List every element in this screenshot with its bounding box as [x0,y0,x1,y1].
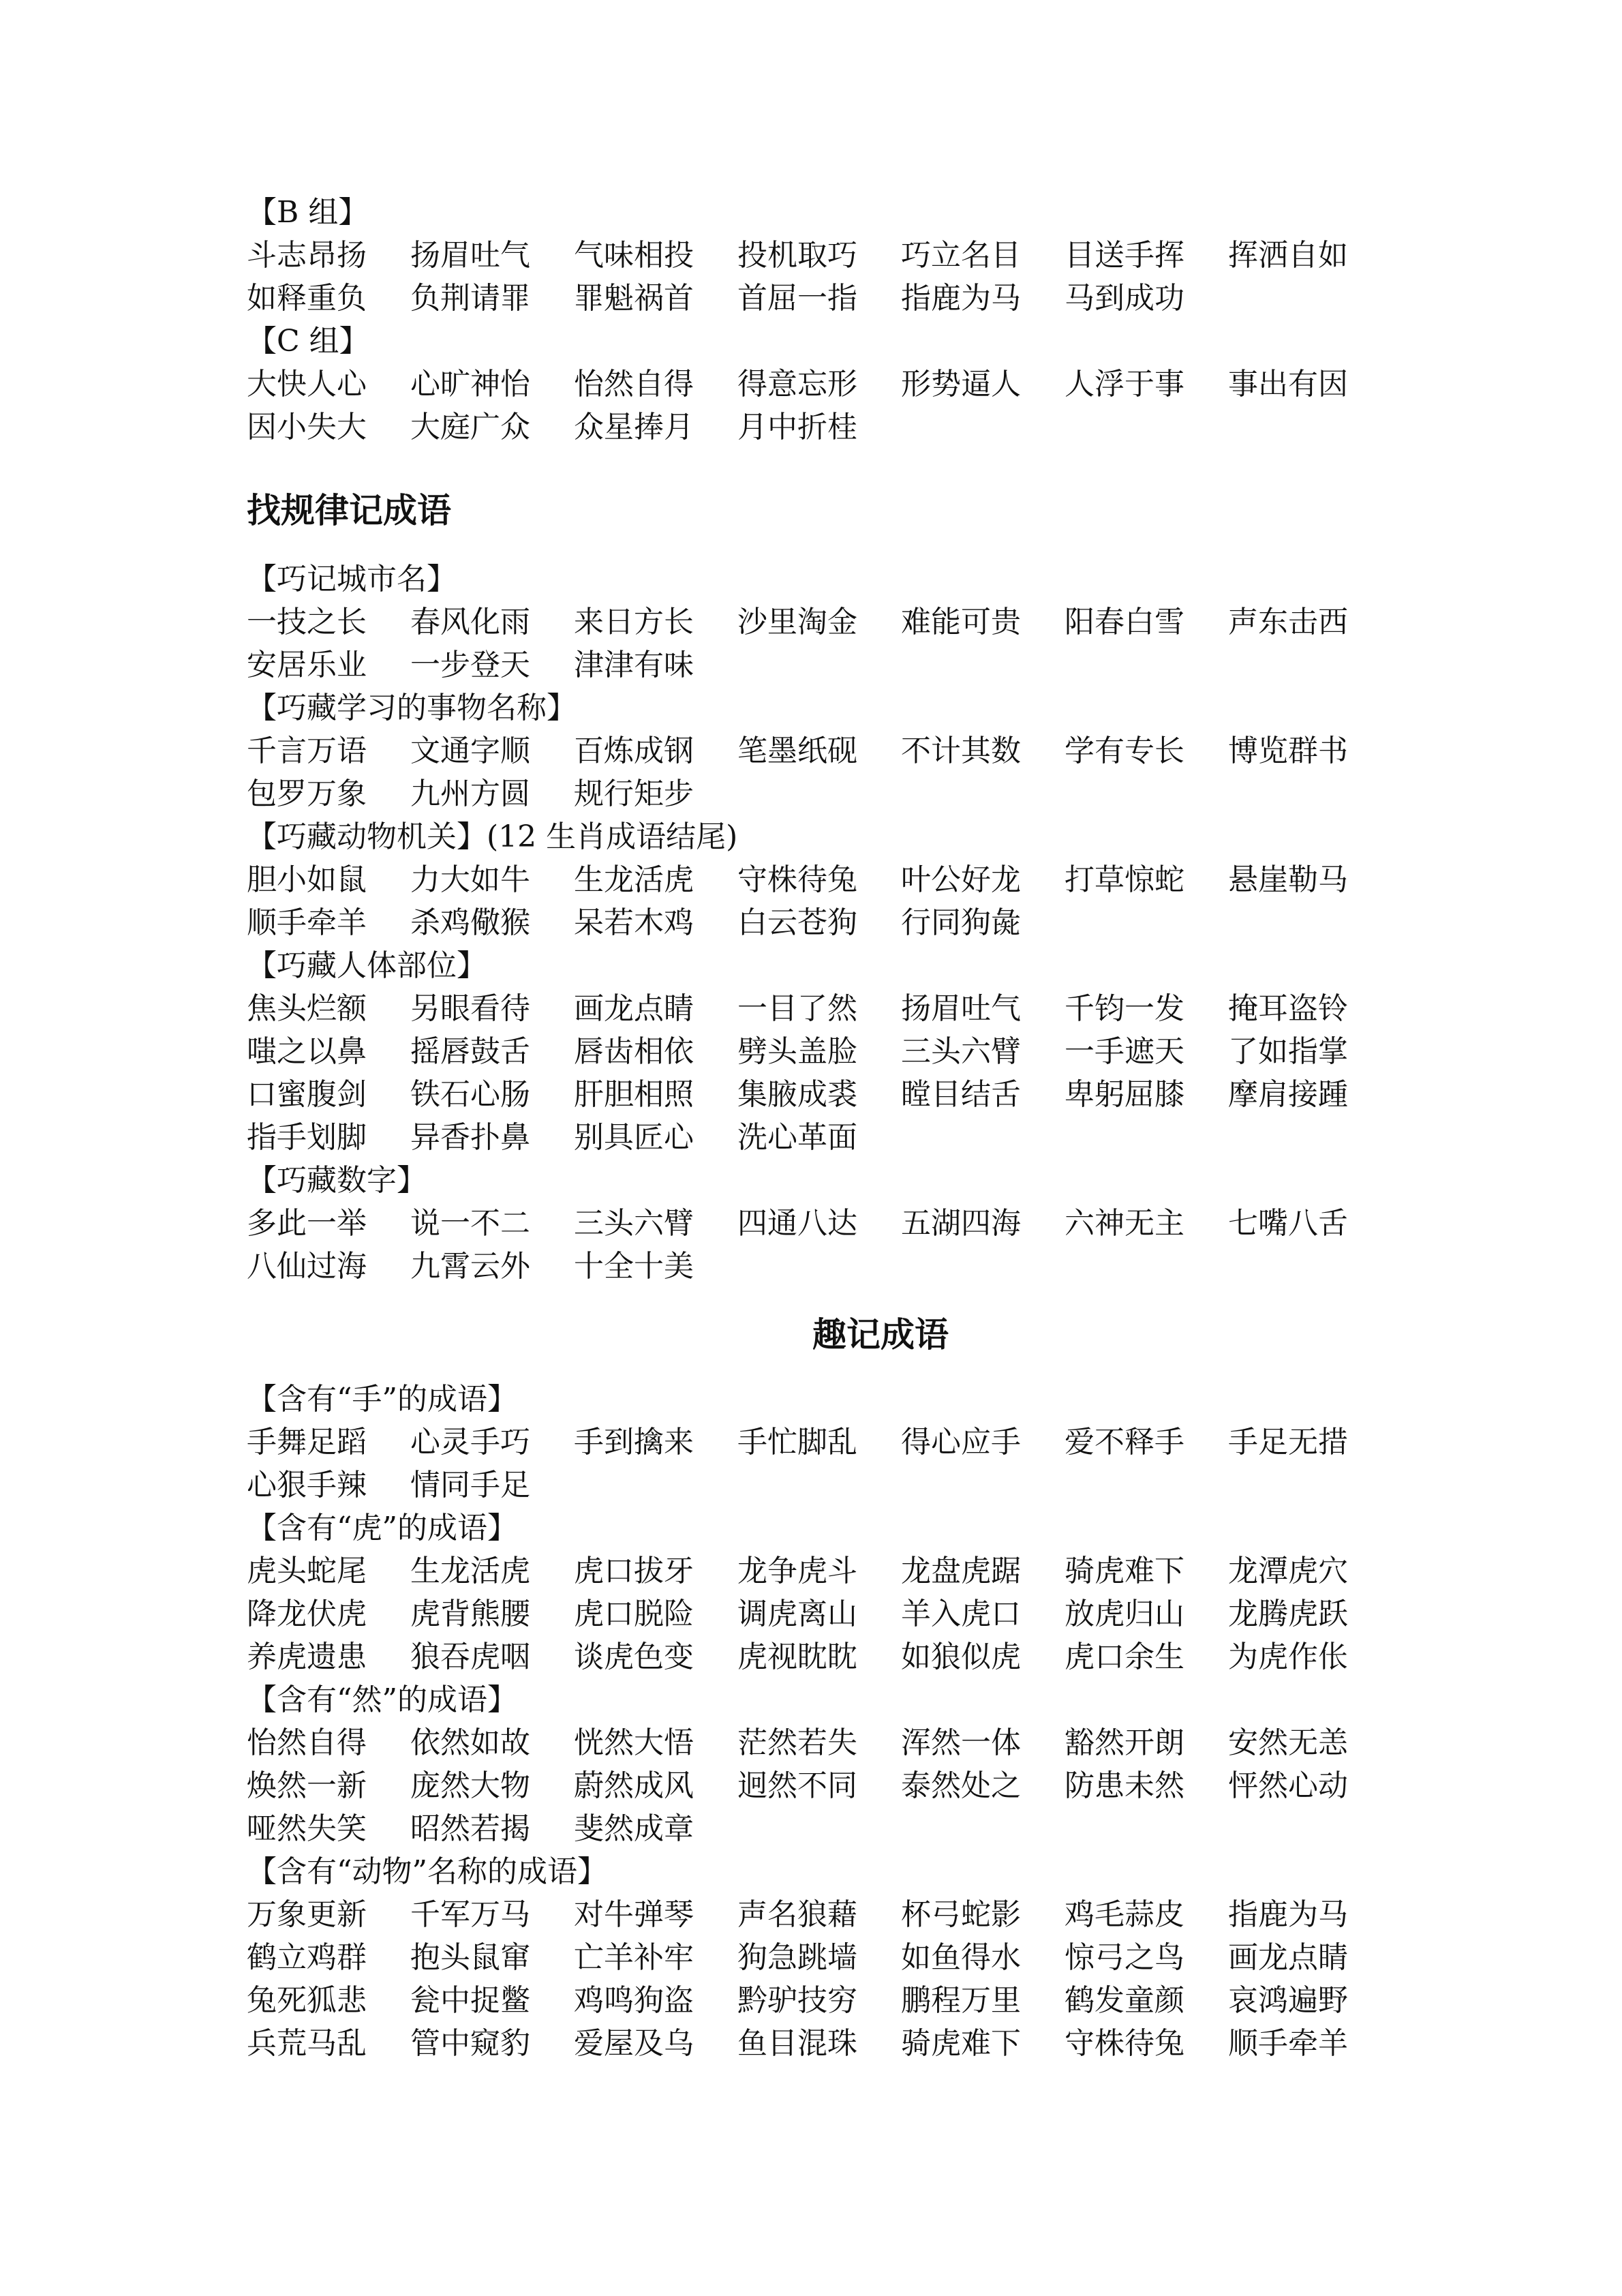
idiom-row [247,644,1542,686]
idiom: 对牛弹琴 [574,1897,694,1932]
idiom-row [247,2022,1542,2065]
idiom: 浑然一体 [901,1725,1021,1760]
idiom: 怡然自得 [247,1725,367,1760]
idiom: 茫然若失 [737,1725,857,1760]
idiom: 负荆请罪 [410,281,530,316]
idiom: 得意忘形 [737,367,857,402]
idiom: 画龙点睛 [1228,1940,1348,1975]
idiom: 鹤立鸡群 [247,1940,367,1975]
idiom: 为虎作伥 [1228,1640,1348,1674]
idiom: 万象更新 [247,1897,367,1932]
idiom: 狼吞虎咽 [410,1640,530,1674]
idiom: 大庭广众 [410,410,530,444]
idiom: 沙里淘金 [737,605,857,639]
idiom: 春风化雨 [410,605,530,639]
idiom: 声东击西 [1228,605,1348,639]
idiom: 笔墨纸砚 [737,734,857,768]
idiom-row [247,406,1542,449]
idiom: 生龙活虎 [410,1554,530,1588]
idiom: 千军万马 [410,1897,530,1932]
idiom: 黔驴技穷 [737,1983,857,2018]
idiom: 虎视眈眈 [737,1640,857,1674]
idiom: 心狠手辣 [247,1468,367,1502]
idiom: 罪魁祸首 [574,281,694,316]
idiom: 劈头盖脸 [737,1034,857,1069]
idiom: 管中窥豹 [410,2026,530,2061]
idiom: 规行矩步 [574,776,694,811]
idiom: 杀鸡儆猴 [410,905,530,940]
idiom: 鹤发童颜 [1065,1983,1184,2018]
idiom: 安居乐业 [247,648,367,682]
idiom: 杯弓蛇影 [901,1897,1021,1932]
idiom: 骑虎难下 [1065,1554,1184,1588]
idiom-row [247,1030,1542,1073]
idiom-row [247,987,1542,1030]
idiom: 虎头蛇尾 [247,1554,367,1588]
idiom: 口蜜腹剑 [247,1077,367,1112]
idiom: 投机取巧 [737,238,857,273]
idiom-row [247,1464,1542,1507]
idiom-row [247,1202,1542,1245]
idiom-row [247,858,1542,901]
idiom: 说一不二 [410,1206,530,1241]
group-label: 【巧藏学习的事物名称】 [247,691,577,725]
idiom-row [247,1807,1542,1850]
idiom: 瓮中捉鳖 [410,1983,530,2018]
group-label: 【巧藏动物机关】(12 生肖成语结尾) [247,819,738,854]
idiom: 胆小如鼠 [247,862,367,897]
idiom: 九霄云外 [410,1249,530,1284]
idiom-row [247,772,1542,815]
idiom: 因小失大 [247,410,367,444]
idiom: 焦头烂额 [247,991,367,1026]
idiom: 哑然失笑 [247,1811,367,1846]
document-content [247,191,1542,2065]
idiom: 斗志昂扬 [247,238,367,273]
idiom: 惊弓之鸟 [1065,1940,1184,1975]
idiom: 得心应手 [901,1425,1021,1460]
idiom-row [247,1936,1542,1979]
idiom: 虎口余生 [1065,1640,1184,1674]
idiom-row [247,1764,1542,1807]
idiom: 昭然若揭 [410,1811,530,1846]
idiom: 豁然开朗 [1065,1725,1184,1760]
idiom: 指鹿为马 [901,281,1021,316]
idiom: 目送手挥 [1065,238,1184,273]
idiom: 事出有因 [1228,367,1348,402]
idiom: 指鹿为马 [1228,1897,1348,1932]
idiom: 难能可贵 [901,605,1021,639]
idiom: 调虎离山 [737,1597,857,1631]
idiom: 了如指掌 [1228,1034,1348,1069]
idiom: 掩耳盗铃 [1228,991,1348,1026]
idiom-row [247,1421,1542,1464]
idiom: 情同手足 [410,1468,530,1502]
idiom: 鸡鸣狗盗 [574,1983,694,2018]
idiom: 众星捧月 [574,410,694,444]
idiom: 狗急跳墙 [737,1940,857,1975]
idiom: 顺手牵羊 [247,905,367,940]
idiom: 月中折桂 [737,410,857,444]
idiom: 首屈一指 [737,281,857,316]
idiom: 千钧一发 [1065,991,1184,1026]
idiom: 悬崖勒马 [1228,862,1348,897]
idiom: 一目了然 [737,991,857,1026]
idiom: 爱不释手 [1065,1425,1184,1460]
idiom: 津津有味 [574,648,694,682]
idiom: 养虎遗患 [247,1640,367,1674]
idiom-row [247,1550,1542,1592]
idiom: 放虎归山 [1065,1597,1184,1631]
idiom: 龙争虎斗 [737,1554,857,1588]
idiom-row [247,1073,1542,1116]
idiom: 手到擒来 [574,1425,694,1460]
idiom: 防患未然 [1065,1768,1184,1803]
idiom: 安然无恙 [1228,1725,1348,1760]
idiom: 怦然心动 [1228,1768,1348,1803]
idiom: 扬眉吐气 [901,991,1021,1026]
idiom: 怡然自得 [574,367,694,402]
idiom: 降龙伏虎 [247,1597,367,1631]
idiom: 声名狼藉 [737,1897,857,1932]
idiom: 守株待兔 [737,862,857,897]
idiom: 呆若木鸡 [574,905,694,940]
idiom-row [247,1592,1542,1635]
idiom: 四通八达 [737,1206,857,1241]
idiom: 骑虎难下 [901,2026,1021,2061]
idiom-row [247,1245,1542,1288]
idiom: 巧立名目 [901,238,1021,273]
idiom: 嗤之以鼻 [247,1034,367,1069]
idiom: 依然如故 [410,1725,530,1760]
idiom: 哀鸿遍野 [1228,1983,1348,2018]
idiom: 博览群书 [1228,734,1348,768]
idiom: 打草惊蛇 [1065,862,1184,897]
idiom: 手舞足蹈 [247,1425,367,1460]
idiom: 阳春白雪 [1065,605,1184,639]
section-heading: 找规律记成语 [247,490,451,530]
idiom: 焕然一新 [247,1768,367,1803]
idiom-row [247,1979,1542,2022]
idiom: 龙盘虎踞 [901,1554,1021,1588]
idiom: 龙潭虎穴 [1228,1554,1348,1588]
idiom: 包罗万象 [247,776,367,811]
idiom: 千言万语 [247,734,367,768]
section-heading: 趣记成语 [812,1314,949,1355]
idiom: 十全十美 [574,1249,694,1284]
idiom: 守株待兔 [1065,2026,1184,2061]
idiom: 摩肩接踵 [1228,1077,1348,1112]
idiom: 兵荒马乱 [247,2026,367,2061]
group-label: 【巧藏人体部位】 [247,948,487,983]
idiom: 鸡毛蒜皮 [1065,1897,1184,1932]
idiom: 唇齿相依 [574,1034,694,1069]
idiom: 挥洒自如 [1228,238,1348,273]
idiom: 三头六臂 [574,1206,694,1241]
idiom: 羊入虎口 [901,1597,1021,1631]
idiom: 虎口脱险 [574,1597,694,1631]
idiom: 虎口拔牙 [574,1554,694,1588]
idiom: 人浮于事 [1065,367,1184,402]
idiom: 集腋成裘 [737,1077,857,1112]
idiom: 手足无措 [1228,1425,1348,1460]
idiom-row [247,901,1542,944]
idiom: 马到成功 [1065,281,1184,316]
idiom: 气味相投 [574,238,694,273]
group-label: 【巧记城市名】 [247,562,457,596]
idiom: 不计其数 [901,734,1021,768]
idiom: 斐然成章 [574,1811,694,1846]
idiom: 心灵手巧 [410,1425,530,1460]
idiom: 恍然大悟 [574,1725,694,1760]
idiom-row [247,729,1542,772]
idiom: 来日方长 [574,605,694,639]
idiom: 爱屋及乌 [574,2026,694,2061]
idiom: 力大如牛 [410,862,530,897]
group-label: 【巧藏数字】 [247,1163,427,1198]
idiom: 文通字顺 [410,734,530,768]
idiom: 形势逼人 [901,367,1021,402]
idiom: 学有专长 [1065,734,1184,768]
group-label: 【含有“手”的成语】 [247,1382,517,1417]
idiom: 如释重负 [247,281,367,316]
idiom-row [247,1721,1542,1764]
idiom: 泰然处之 [901,1768,1021,1803]
idiom: 心旷神怡 [410,367,530,402]
idiom: 顺手牵羊 [1228,2026,1348,2061]
idiom: 迥然不同 [737,1768,857,1803]
idiom: 瞠目结舌 [901,1077,1021,1112]
idiom: 七嘴八舌 [1228,1206,1348,1241]
idiom: 虎背熊腰 [410,1597,530,1631]
idiom: 三头六臂 [901,1034,1021,1069]
idiom: 百炼成钢 [574,734,694,768]
idiom-row [247,277,1542,320]
idiom: 另眼看待 [410,991,530,1026]
idiom: 鱼目混珠 [737,2026,857,2061]
idiom: 行同狗彘 [901,905,1021,940]
idiom: 亡羊补牢 [574,1940,694,1975]
idiom: 鹏程万里 [901,1983,1021,2018]
idiom: 一技之长 [247,605,367,639]
idiom: 如狼似虎 [901,1640,1021,1674]
idiom: 龙腾虎跃 [1228,1597,1348,1631]
group-label: 【含有“虎”的成语】 [247,1511,517,1545]
idiom: 大快人心 [247,367,367,402]
idiom: 肝胆相照 [574,1077,694,1112]
idiom-row [247,1635,1542,1678]
idiom: 洗心革面 [737,1120,857,1155]
idiom: 如鱼得水 [901,1940,1021,1975]
idiom: 铁石心肠 [410,1077,530,1112]
idiom-row [247,1893,1542,1936]
idiom: 白云苍狗 [737,905,857,940]
group-label: 【含有“动物”名称的成语】 [247,1854,607,1889]
idiom: 叶公好龙 [901,862,1021,897]
idiom-row [247,1116,1542,1159]
idiom-row [247,601,1542,644]
idiom: 八仙过海 [247,1249,367,1284]
idiom-row [247,234,1542,277]
idiom: 谈虎色变 [574,1640,694,1674]
idiom: 五湖四海 [901,1206,1021,1241]
idiom: 一步登天 [410,648,530,682]
idiom: 庞然大物 [410,1768,530,1803]
idiom: 一手遮天 [1065,1034,1184,1069]
idiom: 六神无主 [1065,1206,1184,1241]
idiom: 手忙脚乱 [737,1425,857,1460]
idiom: 兔死狐悲 [247,1983,367,2018]
idiom: 扬眉吐气 [410,238,530,273]
idiom: 摇唇鼓舌 [410,1034,530,1069]
idiom: 别具匠心 [574,1120,694,1155]
idiom-row [247,363,1542,406]
idiom: 卑躬屈膝 [1065,1077,1184,1112]
idiom: 异香扑鼻 [410,1120,530,1155]
idiom: 生龙活虎 [574,862,694,897]
idiom: 九州方圆 [410,776,530,811]
idiom: 画龙点睛 [574,991,694,1026]
idiom: 指手划脚 [247,1120,367,1155]
idiom: 蔚然成风 [574,1768,694,1803]
group-label: 【含有“然”的成语】 [247,1682,517,1717]
idiom: 抱头鼠窜 [410,1940,530,1975]
group-label: 【B 组】 [247,195,369,230]
idiom: 多此一举 [247,1206,367,1241]
group-label: 【C 组】 [247,324,369,359]
